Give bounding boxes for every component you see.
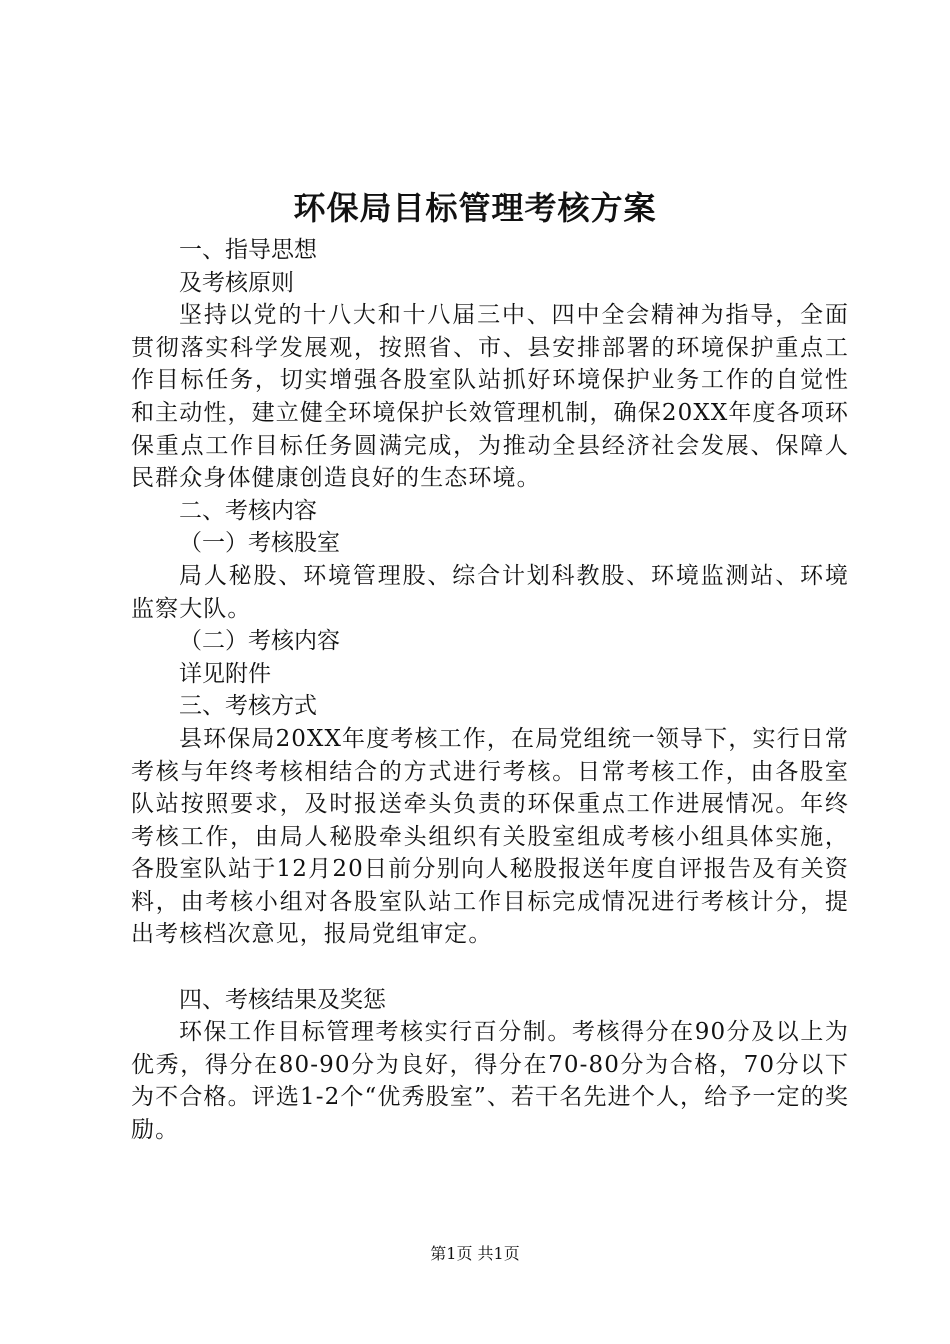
section-heading-results-rewards: 四、考核结果及奖惩 — [179, 986, 386, 1013]
section-heading-assessment-principle: 及考核原则 — [179, 269, 294, 296]
paragraph-assessment-method: 县环保局20XX年度考核工作，在局党组统一领导下，实行日常考核与年终考核相结合的方式进行考核。日常考核工作，由各股室队站按照要求，及时报送牵头负责的环保重点工作进展情况。年终考核工作，由局人秘股牵头组织有关股室组成考核小组具体实施，各股室队站于12月20日前分别向人秘股报送年度自评报告及有关资料，由考核小组对各股室队站工作目标完成情况进行考核计分，提出考核档次意见，报局党组审定。 — [131, 725, 849, 948]
blank-line — [131, 951, 849, 984]
paragraph-results-rewards: 环保工作目标管理考核实行百分制。考核得分在90分及以上为优秀，得分在80-90分为良好，得分在70-80分为合格，70分以下为不合格。评选1-2个“优秀股室”、若干名先进个人，给予一定的奖励。 — [131, 1019, 849, 1144]
section-heading-guiding-thought: 一、指导思想 — [179, 237, 317, 263]
document-body — [131, 234, 849, 1147]
document-title: 环保局目标管理考核方案 — [293, 189, 657, 227]
section-heading-assessment-content: 二、考核内容 — [179, 497, 317, 524]
paragraph-guiding-thought: 坚持以党的十八大和十八届三中、四中全会精神为指导，全面贯彻落实科学发展观，按照省、市、县安排部署的环境保护重点工作目标任务，切实增强各股室队站抓好环境保护业务工作的自觉性和主动性，建立健全环境保护长效管理机制，确保20XX年度各项环保重点工作目标任务圆满完成，为推动全县经济社会发展、保障人民群众身体健康创造良好的生态环境。 — [131, 302, 849, 492]
section-heading-assessment-method: 三、考核方式 — [179, 693, 317, 720]
subsection-heading-departments: （一）考核股室 — [179, 530, 340, 557]
paragraph-departments: 局人秘股、环境管理股、综合计划科教股、环境监测站、环境监察大队。 — [131, 562, 849, 622]
paragraph-see-attachment: 详见附件 — [179, 660, 271, 687]
subsection-heading-content: （二）考核内容 — [179, 628, 340, 655]
page-footer: 第1页 共1页 — [430, 1244, 520, 1263]
